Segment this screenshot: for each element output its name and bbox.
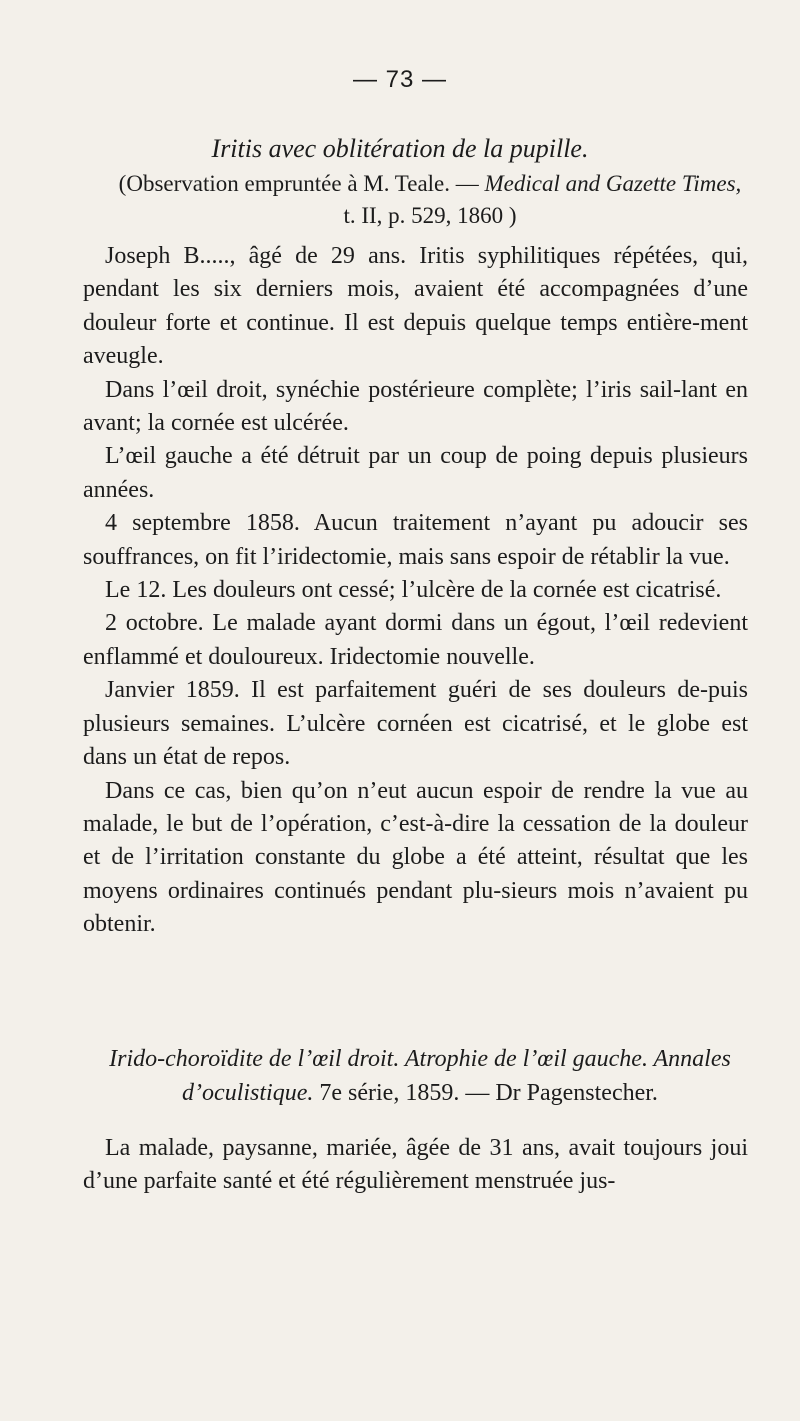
section-title-2-rest: 7e série, 1859. — Dr Pagenstecher. <box>313 1080 658 1106</box>
section-title-2-italic: Irido-choroïdite de l’œil droit. Atrophie de l’œil gauche. Annales d’oculistique. <box>109 1046 731 1106</box>
citation-journal: Medical and Gazette Times, <box>484 171 742 196</box>
citation-prefix: (Observation empruntée à M. Teale. — <box>118 171 485 196</box>
paragraph: Janvier 1859. Il est parfaitement guéri de ses douleurs de-puis plusieurs semaines. L’ulcère cornéen est cicatrisé, et le globe est dans un état de repos. <box>83 677 748 771</box>
citation-suffix: t. II, p. 529, 1860 ) <box>343 203 517 228</box>
paragraph: 2 octobre. Le malade ayant dormi dans un égout, l’œil redevient enflammé et douloureux. Iridectomie nouvelle. <box>83 610 748 670</box>
paragraph: La malade, paysanne, mariée, âgée de 31 ans, avait toujours joui d’une parfaite santé et été régulièrement menstruée jus- <box>83 1135 748 1195</box>
section-citation <box>100 168 760 232</box>
page-number: — 73 — <box>352 66 448 93</box>
paragraph: Dans l’œil droit, synéchie postérieure complète; l’iris sail-lant en avant; la cornée est ulcérée. <box>83 376 748 437</box>
paragraph: Joseph B....., âgé de 29 ans. Iritis syphilitiques répétées, qui, pendant les six derniers mois, avaient été accompagnées d’une douleur forte et continue. Il est depuis quelque temps entière-ment aveugle. <box>83 243 748 370</box>
section-body <box>83 240 748 942</box>
paragraph: Dans ce cas, bien qu’on n’eut aucun espoir de rendre la vue au malade, le but de l’opération, c’est-à-dire la cessation de la douleur et de l’irritation constante du globe a été atteint, résultat que les moyens ordinaires continués pendant plu-sieurs mois n’avaient pu obtenir. <box>83 777 748 938</box>
section-title-2 <box>100 1042 740 1110</box>
paragraph: 4 septembre 1858. Aucun traitement n’ayant pu adoucir ses souffrances, on fit l’iridectomie, mais sans espoir de rétablir la vue. <box>83 510 748 570</box>
paragraph: Le 12. Les douleurs ont cessé; l’ulcère de la cornée est cicatrisé. <box>105 577 722 604</box>
section-body-2 <box>83 1132 748 1199</box>
section-title: Iritis avec oblitération de la pupille. <box>211 134 589 163</box>
paragraph: L’œil gauche a été détruit par un coup de poing depuis plusieurs années. <box>83 443 748 503</box>
